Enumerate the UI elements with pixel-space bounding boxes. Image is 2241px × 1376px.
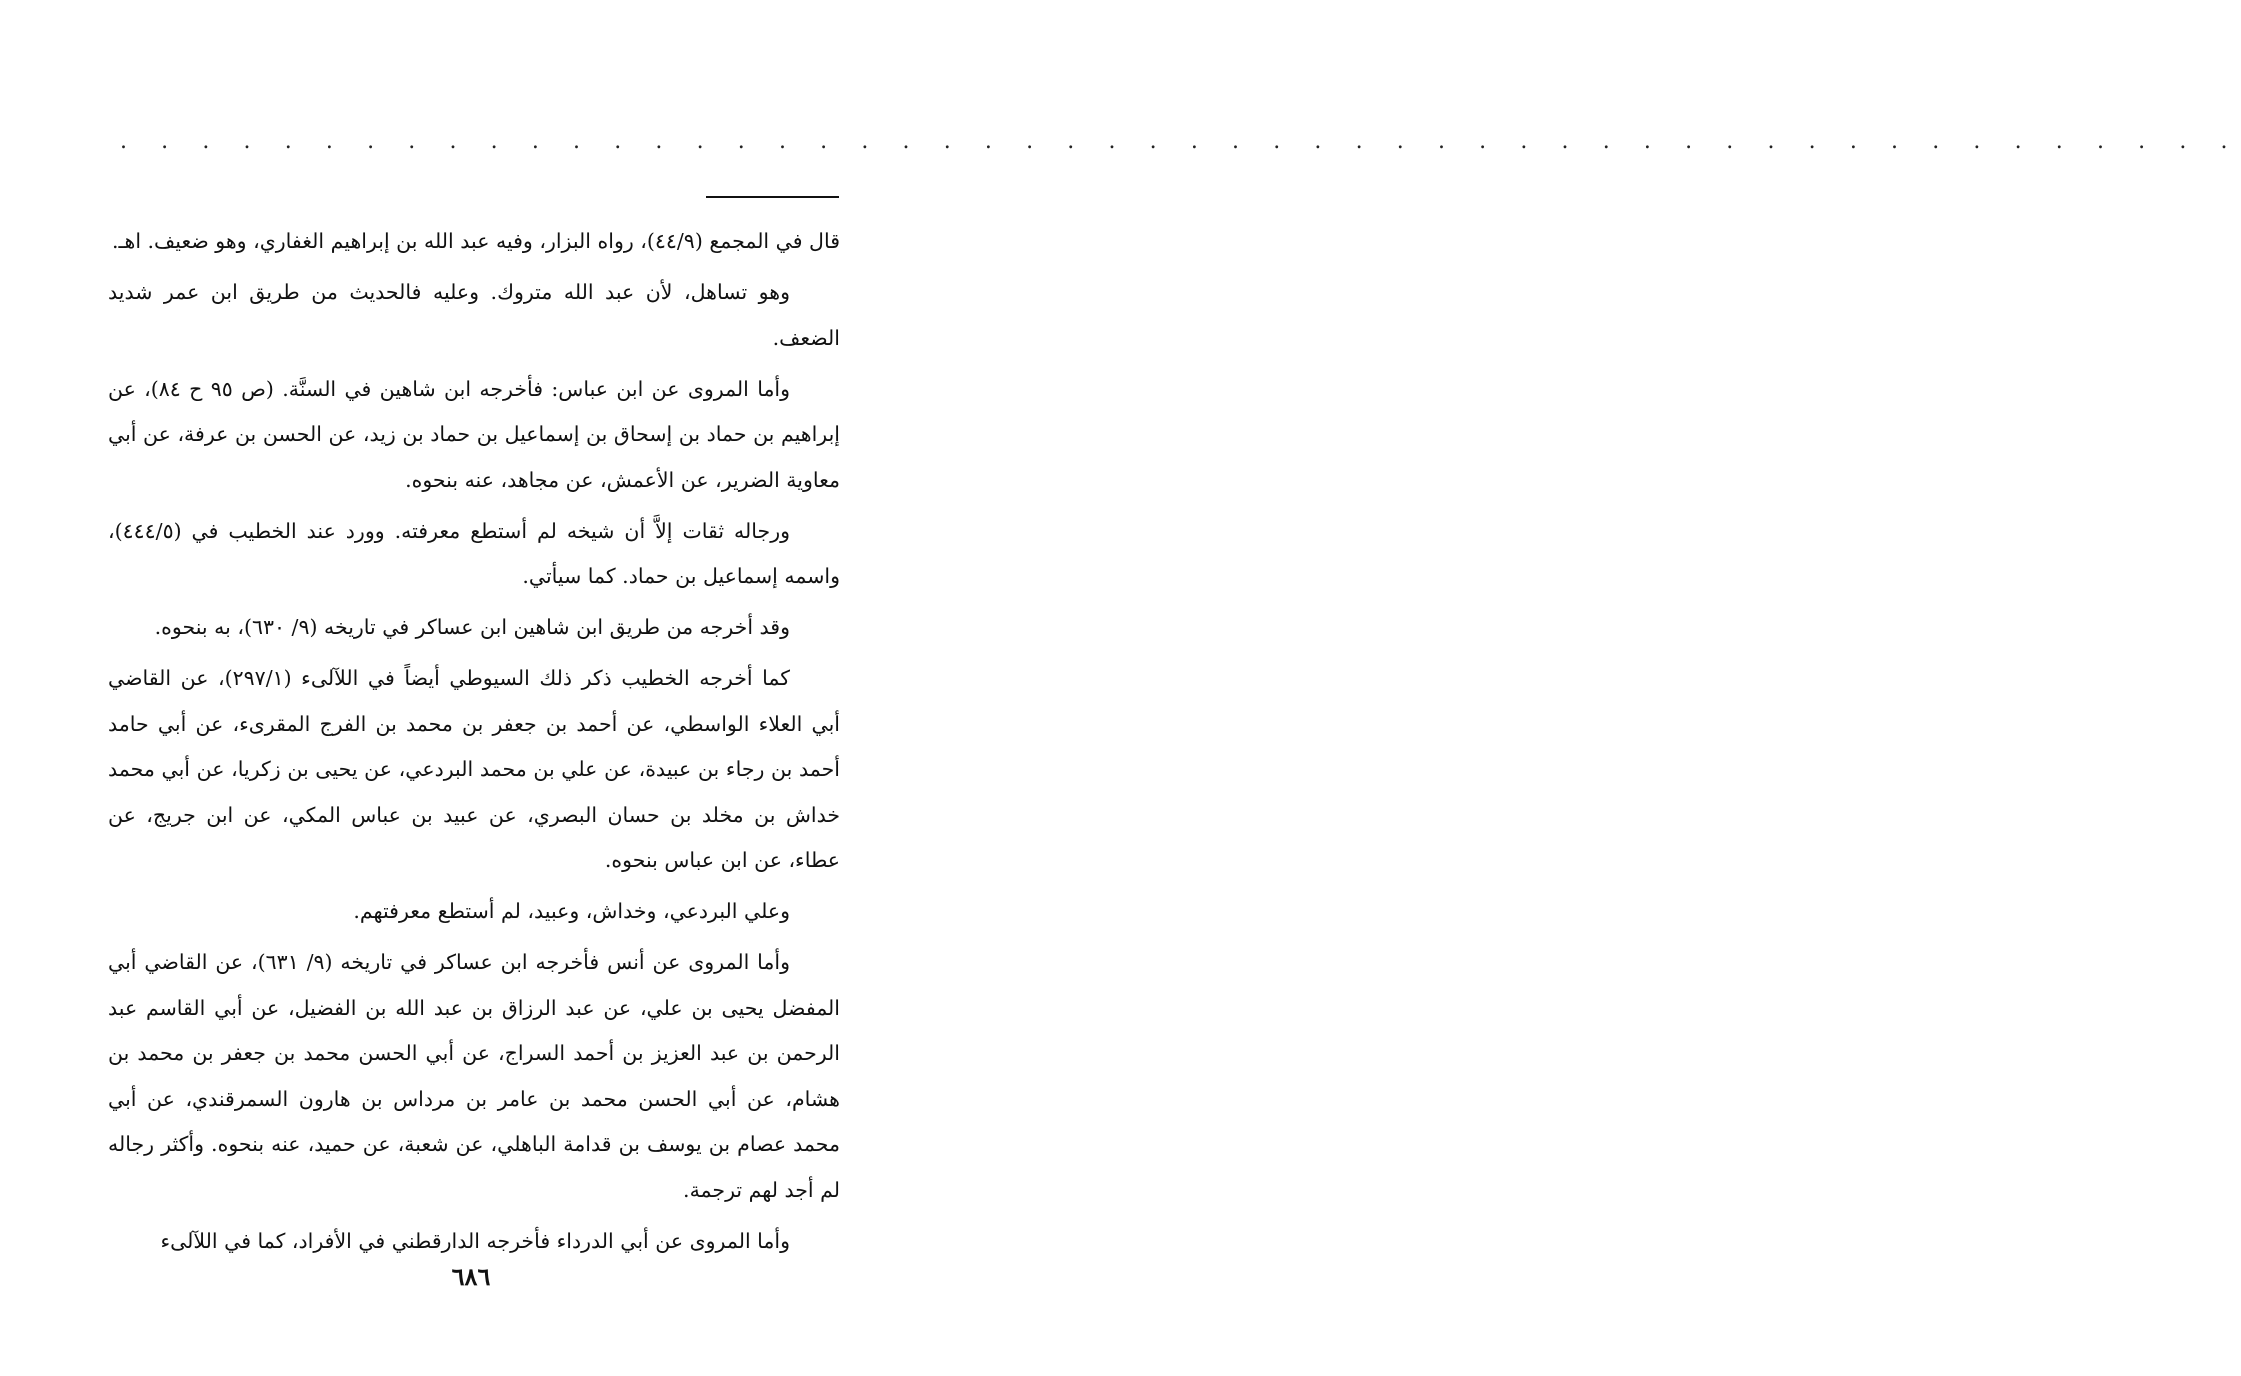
paragraph: كما أخرجه الخطيب ذكر ذلك السيوطي أيضاً في اللآلىء (٢٩٧/١)، عن القاضي أبي العلاء الواسطي، عن أحمد بن جعفر بن محمد بن الفرج المقرىء، عن أبي حامد أحمد بن رجاء بن عبيدة، عن علي بن محمد البردعي، عن يحيى بن زكريا، عن أبي محمد خداش بن مخلد بن حسان البصري، عن عبيد بن عباس المكي، عن ابن جريج، عن عطاء، عن ابن عباس بنحوه.: [108, 666, 840, 872]
paragraph: وأما المروى عن ابن عباس: فأخرجه ابن شاهين في السنَّة. (ص ٩٥ ح ٨٤)، عن إبراهيم بن حماد بن إسحاق بن إسماعيل بن حماد بن زيد، عن الحسن بن عرفة، عن أبي معاوية الضرير، عن الأعمش، عن مجاهد، عنه بنحوه.: [108, 376, 840, 492]
paragraph: وعلي البردعي، وخداش، وعبيد، لم أستطع معرفتهم.: [353, 899, 790, 923]
page-number: ٦٨٦: [451, 1262, 491, 1291]
paragraph: وقد أخرجه من طريق ابن شاهين ابن عساكر في تاريخه (٩/ ٦٣٠)، به بنحوه.: [154, 615, 790, 639]
footnote-rule: [706, 196, 839, 198]
paragraph: وأما المروى عن أبي الدرداء فأخرجه الدارقطني في الأفراد، كما في اللآلىء: [160, 1228, 790, 1253]
paragraph: ورجاله ثقات إلاَّ أن شيخه لم أستطع معرفته. وورد عند الخطيب في (٤٤٤/٥)، واسمه إسماعيل بن حماد. كما سيأتي.: [108, 518, 840, 588]
paragraph: قال في المجمع (٤٤/٩)، رواه البزار، وفيه عبد الله بن إبراهيم الغفاري، وهو ضعيف. اهـ.: [112, 229, 840, 253]
dotted-separator: . . . . . . . . . . . . . . . . . . . . . . . . . . . . . . . . . . . . . . . . . . . . . . . . . . . .: [120, 129, 2241, 154]
page-body: [108, 219, 840, 1270]
paragraph: وهو تساهل، لأن عبد الله متروك. وعليه فالحديث من طريق ابن عمر شديد الضعف.: [108, 280, 840, 350]
paragraph: وأما المروى عن أنس فأخرجه ابن عساكر في تاريخه (٩/ ٦٣١)، عن القاضي أبي المفضل يحيى بن علي، عن عبد الرزاق بن عبد الله بن الفضيل، عن أبي القاسم عبد الرحمن بن عبد العزيز بن أحمد السراج، عن أبي الحسن محمد بن جعفر بن محمد بن هشام، عن أبي الحسن محمد بن عامر بن مرداس بن هارون السمرقندي، عن أبي محمد عصام بن يوسف بن قدامة الباهلي، عن شعبة، عن حميد، عنه بنحوه. وأكثر رجاله لم أجد لهم ترجمة.: [108, 950, 840, 1202]
